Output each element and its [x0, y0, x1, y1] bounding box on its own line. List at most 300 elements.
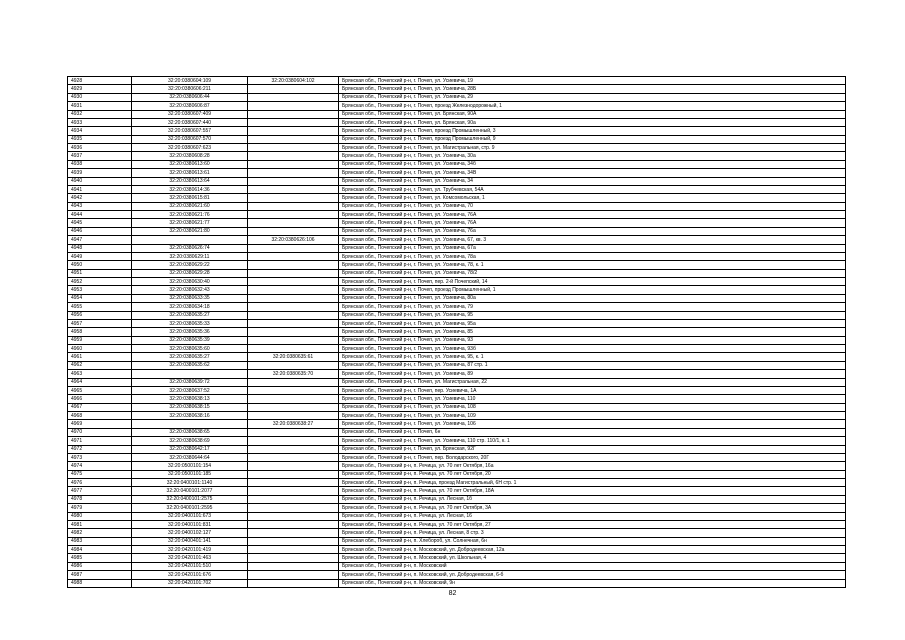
- parent-cadastral-cell: [248, 169, 339, 177]
- parent-cadastral-cell: [248, 571, 339, 579]
- row-number-cell: 4956: [68, 311, 132, 319]
- address-cell: Брянская обл., Почепский р-н, г. Почеп, ул. Усиевича, 29: [339, 93, 846, 101]
- parent-cadastral-cell: [248, 160, 339, 168]
- table-row: [68, 261, 846, 269]
- row-number-cell: 4929: [68, 85, 132, 93]
- cadastral-number-cell: 32:20:0380629:11: [132, 252, 248, 260]
- table-row: [68, 462, 846, 470]
- address-cell: Брянская обл., Почепский р-н, г. Почеп, ул. Усиевича, 78а: [339, 252, 846, 260]
- address-cell: Брянская обл., Почепский р-н, г. Почеп, ул. Усиевича, 106: [339, 420, 846, 428]
- address-cell: Брянская обл., Почепский р-н, г. Почеп, проезд Железнодорожный, 1: [339, 102, 846, 110]
- parent-cadastral-cell: [248, 378, 339, 386]
- row-number-cell: 4928: [68, 77, 132, 85]
- parent-cadastral-cell: [248, 269, 339, 277]
- row-number-cell: 4974: [68, 462, 132, 470]
- address-cell: Брянская обл., Почепский р-н, п. Московский, ул. Добродеевская, 6-б: [339, 571, 846, 579]
- parent-cadastral-cell: 32:20:0380604:102: [248, 77, 339, 85]
- row-number-cell: 4960: [68, 345, 132, 353]
- address-cell: Брянская обл., Почепский р-н, г. Почеп, ул. Усиевича, 95, к. 1: [339, 353, 846, 361]
- row-number-cell: 4942: [68, 194, 132, 202]
- table-row: [68, 571, 846, 579]
- parent-cadastral-cell: [248, 185, 339, 193]
- cadastral-number-cell: 32:20:0380630:40: [132, 278, 248, 286]
- address-cell: Брянская обл., Почепский р-н, п. Московский: [339, 562, 846, 570]
- table-row: [68, 487, 846, 495]
- table-row: [68, 294, 846, 302]
- table-row: [68, 227, 846, 235]
- address-cell: Брянская обл., Почепский р-н, г. Почеп, ул. Брянская, 90а: [339, 118, 846, 126]
- row-number-cell: 4961: [68, 353, 132, 361]
- cadastral-number-cell: 32:20:0380621:77: [132, 219, 248, 227]
- cadastral-number-cell: 32:20:0380607:440: [132, 118, 248, 126]
- table-row: [68, 445, 846, 453]
- address-cell: Брянская обл., Почепский р-н, п. Речица, ул. 70 лет Октября, 16а: [339, 462, 846, 470]
- parent-cadastral-cell: [248, 219, 339, 227]
- address-cell: Брянская обл., Почепский р-н, г. Почеп, ул. Усиевича, 78, к. 1: [339, 261, 846, 269]
- parent-cadastral-cell: [248, 445, 339, 453]
- table-row: [68, 135, 846, 143]
- table-row: [68, 529, 846, 537]
- address-cell: Брянская обл., Почепский р-н, г. Почеп, ул. Трубчевская, 54А: [339, 185, 846, 193]
- cadastral-number-cell: 32:20:0420101:702: [132, 579, 248, 587]
- cadastral-number-cell: 32:20:0380644:64: [132, 453, 248, 461]
- row-number-cell: 4987: [68, 571, 132, 579]
- cadastral-number-cell: 32:20:0380635:27: [132, 353, 248, 361]
- table-row: [68, 185, 846, 193]
- row-number-cell: 4951: [68, 269, 132, 277]
- table-row: [68, 127, 846, 135]
- table-row: [68, 579, 846, 587]
- row-number-cell: 4953: [68, 286, 132, 294]
- table-row: [68, 269, 846, 277]
- row-number-cell: 4972: [68, 445, 132, 453]
- row-number-cell: 4931: [68, 102, 132, 110]
- row-number-cell: 4969: [68, 420, 132, 428]
- parent-cadastral-cell: [248, 412, 339, 420]
- address-cell: Брянская обл., Почепский р-н, г. Почеп, пер. Усиевича, 1А: [339, 386, 846, 394]
- parent-cadastral-cell: [248, 252, 339, 260]
- parent-cadastral-cell: [248, 278, 339, 286]
- cadastral-number-cell: 32:20:0400101:2595: [132, 504, 248, 512]
- table-row: [68, 420, 846, 428]
- row-number-cell: 4981: [68, 520, 132, 528]
- address-cell: Брянская обл., Почепский р-н, г. Почеп, ул. Усиевича, 34: [339, 177, 846, 185]
- address-cell: Брянская обл., Почепский р-н, г. Почеп, ул. Усиевича, 93б: [339, 345, 846, 353]
- cadastral-number-cell: 32:20:0400401:141: [132, 537, 248, 545]
- row-number-cell: 4945: [68, 219, 132, 227]
- parent-cadastral-cell: [248, 319, 339, 327]
- row-number-cell: 4957: [68, 319, 132, 327]
- row-number-cell: 4940: [68, 177, 132, 185]
- cadastral-number-cell: 32:20:0380604:109: [132, 77, 248, 85]
- table-row: [68, 470, 846, 478]
- table-row: [68, 386, 846, 394]
- parent-cadastral-cell: [248, 546, 339, 554]
- address-cell: Брянская обл., Почепский р-н, г. Почеп, ул. Усиевича, 67а: [339, 244, 846, 252]
- cadastral-number-cell: 32:20:0380621:80: [132, 227, 248, 235]
- address-cell: Брянская обл., Почепский р-н, п. Речица, ул. 70 лет Октября, 3А: [339, 504, 846, 512]
- parent-cadastral-cell: [248, 487, 339, 495]
- parent-cadastral-cell: [248, 395, 339, 403]
- cadastral-number-cell: [132, 236, 248, 244]
- parent-cadastral-cell: [248, 227, 339, 235]
- table-row: [68, 395, 846, 403]
- table-row: [68, 370, 846, 378]
- cadastral-number-cell: 32:20:0380638:13: [132, 395, 248, 403]
- cadastral-number-cell: 32:20:0420101:419: [132, 546, 248, 554]
- parent-cadastral-cell: [248, 520, 339, 528]
- table-row: [68, 504, 846, 512]
- row-number-cell: 4946: [68, 227, 132, 235]
- address-cell: Брянская обл., Почепский р-н, г. Почеп, ул. Усиевича, 108: [339, 403, 846, 411]
- table-row: [68, 378, 846, 386]
- table-row: [68, 361, 846, 369]
- cadastral-number-cell: 32:20:0380638:69: [132, 437, 248, 445]
- parent-cadastral-cell: [248, 85, 339, 93]
- address-cell: Брянская обл., Почепский р-н, г. Почеп, ул. Усиевича, 67, кв. 3: [339, 236, 846, 244]
- row-number-cell: 4955: [68, 303, 132, 311]
- parent-cadastral-cell: [248, 261, 339, 269]
- page-number: 82: [448, 590, 457, 597]
- table-row: [68, 311, 846, 319]
- cadastral-number-cell: 32:20:0500101:154: [132, 462, 248, 470]
- row-number-cell: 4959: [68, 336, 132, 344]
- cadastral-number-cell: 32:20:0380613:64: [132, 177, 248, 185]
- table-row: [68, 102, 846, 110]
- cadastral-number-cell: 32:20:0380638:16: [132, 412, 248, 420]
- cadastral-number-cell: 32:20:0420101:676: [132, 571, 248, 579]
- cadastral-number-cell: 32:20:0400101:2575: [132, 495, 248, 503]
- parent-cadastral-cell: 32:20:0380638:27: [248, 420, 339, 428]
- cadastral-number-cell: 32:20:0380635:60: [132, 345, 248, 353]
- row-number-cell: 4980: [68, 512, 132, 520]
- parent-cadastral-cell: [248, 453, 339, 461]
- parent-cadastral-cell: [248, 579, 339, 587]
- cadastral-number-cell: 32:20:0380621:60: [132, 202, 248, 210]
- cadastral-number-cell: 32:20:0380633:35: [132, 294, 248, 302]
- table-row: [68, 144, 846, 152]
- table-row: [68, 219, 846, 227]
- row-number-cell: 4958: [68, 328, 132, 336]
- address-cell: Брянская обл., Почепский р-н, г. Почеп, ул. Усиевича, 79: [339, 303, 846, 311]
- table-row: [68, 202, 846, 210]
- cadastral-number-cell: 32:20:0400101:2077: [132, 487, 248, 495]
- address-cell: Брянская обл., Почепский р-н, г. Почеп, ул. Усиевича, 85: [339, 328, 846, 336]
- parent-cadastral-cell: [248, 202, 339, 210]
- cadastral-number-cell: 32:20:0400101:831: [132, 520, 248, 528]
- row-number-cell: 4962: [68, 361, 132, 369]
- row-number-cell: 4937: [68, 152, 132, 160]
- row-number-cell: 4985: [68, 554, 132, 562]
- parent-cadastral-cell: 32:20:0380635:70: [248, 370, 339, 378]
- address-cell: Брянская обл., Почепский р-н, г. Почеп, пер. 2-й Почепский, 14: [339, 278, 846, 286]
- row-number-cell: 4944: [68, 211, 132, 219]
- parent-cadastral-cell: [248, 102, 339, 110]
- parent-cadastral-cell: [248, 311, 339, 319]
- cadastral-number-cell: 32:20:0380635:27: [132, 311, 248, 319]
- address-cell: Брянская обл., Почепский р-н, г. Почеп, проезд Промышленный, 3: [339, 127, 846, 135]
- parent-cadastral-cell: [248, 437, 339, 445]
- parent-cadastral-cell: [248, 194, 339, 202]
- table-row: [68, 169, 846, 177]
- cadastral-number-cell: 32:20:0420101:510: [132, 562, 248, 570]
- row-number-cell: 4933: [68, 118, 132, 126]
- address-cell: Брянская обл., Почепский р-н, г. Почеп, ул. Усиевича, 34б: [339, 160, 846, 168]
- row-number-cell: 4971: [68, 437, 132, 445]
- table-row: [68, 520, 846, 528]
- row-number-cell: 4963: [68, 370, 132, 378]
- address-cell: Брянская обл., Почепский р-н, г. Почеп, ул. Усиевича, 89: [339, 370, 846, 378]
- address-cell: Брянская обл., Почепский р-н, п. Речица, ул. 70 лет Октября, 20: [339, 470, 846, 478]
- cadastral-number-cell: [132, 420, 248, 428]
- table-row: [68, 328, 846, 336]
- table-row: [68, 236, 846, 244]
- table-row: [68, 152, 846, 160]
- cadastral-number-cell: 32:20:0380629:22: [132, 261, 248, 269]
- row-number-cell: 4965: [68, 386, 132, 394]
- address-cell: Брянская обл., Почепский р-н, г. Почеп, ул. Брянская, 92Г: [339, 445, 846, 453]
- cadastral-number-cell: 32:20:0400101:1140: [132, 479, 248, 487]
- parent-cadastral-cell: 32:20:0380635:61: [248, 353, 339, 361]
- cadastral-number-cell: 32:20:0380639:72: [132, 378, 248, 386]
- address-cell: Брянская обл., Почепский р-н, п. Московский, ул. Школьная, 4: [339, 554, 846, 562]
- table-row: [68, 353, 846, 361]
- cadastral-number-cell: 32:20:0380638:65: [132, 428, 248, 436]
- address-cell: Брянская обл., Почепский р-н, г. Почеп, ул. Усиевича, 28Б: [339, 85, 846, 93]
- table-row: [68, 537, 846, 545]
- parent-cadastral-cell: [248, 428, 339, 436]
- cadastral-number-cell: 32:20:0380608:28: [132, 152, 248, 160]
- cadastral-number-cell: 32:20:0380638:15: [132, 403, 248, 411]
- address-cell: Брянская обл., Почепский р-н, г. Почеп, проезд Промышленный, 9: [339, 135, 846, 143]
- row-number-cell: 4964: [68, 378, 132, 386]
- table-row: [68, 546, 846, 554]
- address-cell: Брянская обл., Почепский р-н, г. Почеп, пер. Володарского, 20Г: [339, 453, 846, 461]
- parent-cadastral-cell: [248, 345, 339, 353]
- cadastral-number-cell: 32:20:0380634:18: [132, 303, 248, 311]
- table-row: [68, 437, 846, 445]
- cadastral-number-cell: 32:20:0380635:33: [132, 319, 248, 327]
- row-number-cell: 4949: [68, 252, 132, 260]
- row-number-cell: 4954: [68, 294, 132, 302]
- table-row: [68, 554, 846, 562]
- address-cell: Брянская обл., Почепский р-н, г. Почеп, ул. Брянская, 90А: [339, 110, 846, 118]
- address-cell: Брянская обл., Почепский р-н, г. Почеп, ул. Усиевича, 109: [339, 412, 846, 420]
- address-cell: Брянская обл., Почепский р-н, п. Речица, ул. Лесная, 8 стр. 3: [339, 529, 846, 537]
- parent-cadastral-cell: [248, 403, 339, 411]
- address-cell: Брянская обл., Почепский р-н, п. Речица, ул. Лесная, 16: [339, 512, 846, 520]
- cadastral-number-cell: 32:20:0500101:185: [132, 470, 248, 478]
- address-cell: Брянская обл., Почепский р-н, п. Речица, ул. 70 лет Октября, 27: [339, 520, 846, 528]
- table-row: [68, 495, 846, 503]
- table-row: [68, 244, 846, 252]
- parent-cadastral-cell: [248, 127, 339, 135]
- parent-cadastral-cell: [248, 529, 339, 537]
- row-number-cell: 4978: [68, 495, 132, 503]
- address-cell: Брянская обл., Почепский р-н, п. Речица, ул. Лесная, 1б: [339, 495, 846, 503]
- address-cell: Брянская обл., Почепский р-н, г. Почеп, ул. Усиевича, 95: [339, 311, 846, 319]
- parent-cadastral-cell: [248, 386, 339, 394]
- cadastral-number-cell: [132, 370, 248, 378]
- table-row: [68, 160, 846, 168]
- parent-cadastral-cell: [248, 537, 339, 545]
- table-row: [68, 278, 846, 286]
- cadastral-table: [67, 76, 846, 588]
- parent-cadastral-cell: [248, 479, 339, 487]
- address-cell: Брянская обл., Почепский р-н, г. Почеп, ул. Усиевича, 110 стр. 110/1, к. 1: [339, 437, 846, 445]
- row-number-cell: 4979: [68, 504, 132, 512]
- address-cell: Брянская обл., Почепский р-н, г. Почеп, ул. Магистральная, стр. 9: [339, 144, 846, 152]
- parent-cadastral-cell: [248, 504, 339, 512]
- parent-cadastral-cell: [248, 211, 339, 219]
- row-number-cell: 4939: [68, 169, 132, 177]
- row-number-cell: 4935: [68, 135, 132, 143]
- row-number-cell: 4947: [68, 236, 132, 244]
- row-number-cell: 4934: [68, 127, 132, 135]
- cadastral-number-cell: 32:20:0380637:52: [132, 386, 248, 394]
- table-row: [68, 286, 846, 294]
- parent-cadastral-cell: [248, 328, 339, 336]
- row-number-cell: 4938: [68, 160, 132, 168]
- cadastral-number-cell: 32:20:0380614:36: [132, 185, 248, 193]
- parent-cadastral-cell: [248, 135, 339, 143]
- row-number-cell: 4966: [68, 395, 132, 403]
- address-cell: Брянская обл., Почепский р-н, г. Почеп, ул. Усиевича, 110: [339, 395, 846, 403]
- cadastral-number-cell: 32:20:0380606:44: [132, 93, 248, 101]
- row-number-cell: 4984: [68, 546, 132, 554]
- address-cell: Брянская обл., Почепский р-н, г. Почеп, 6н: [339, 428, 846, 436]
- address-cell: Брянская обл., Почепский р-н, г. Почеп, ул. Усиевича, 76А: [339, 219, 846, 227]
- row-number-cell: 4970: [68, 428, 132, 436]
- cadastral-number-cell: 32:20:0380635:39: [132, 336, 248, 344]
- cadastral-number-cell: 32:20:0380635:36: [132, 328, 248, 336]
- row-number-cell: 4986: [68, 562, 132, 570]
- row-number-cell: 4976: [68, 479, 132, 487]
- row-number-cell: 4968: [68, 412, 132, 420]
- table-body: [68, 77, 846, 588]
- row-number-cell: 4936: [68, 144, 132, 152]
- row-number-cell: 4988: [68, 579, 132, 587]
- cadastral-number-cell: 32:20:0380606:211: [132, 85, 248, 93]
- table-row: [68, 403, 846, 411]
- table-row: [68, 85, 846, 93]
- table-row: [68, 77, 846, 85]
- address-cell: Брянская обл., Почепский р-н, г. Почеп, ул. Усиевича, 76А: [339, 211, 846, 219]
- table-row: [68, 194, 846, 202]
- parent-cadastral-cell: [248, 470, 339, 478]
- cadastral-number-cell: 32:20:0380613:61: [132, 169, 248, 177]
- cadastral-number-cell: 32:20:0380607:623: [132, 144, 248, 152]
- cadastral-number-cell: 32:20:0380626:74: [132, 244, 248, 252]
- row-number-cell: 4950: [68, 261, 132, 269]
- cadastral-number-cell: 32:20:0400101:673: [132, 512, 248, 520]
- row-number-cell: 4983: [68, 537, 132, 545]
- table-row: [68, 562, 846, 570]
- cadastral-number-cell: 32:20:0380607:409: [132, 110, 248, 118]
- address-cell: Брянская обл., Почепский р-н, г. Почеп, ул. Усиевича, 80а: [339, 294, 846, 302]
- table-row: [68, 118, 846, 126]
- parent-cadastral-cell: [248, 244, 339, 252]
- cadastral-number-cell: 32:20:0420101:463: [132, 554, 248, 562]
- cadastral-number-cell: 32:20:0380629:28: [132, 269, 248, 277]
- address-cell: Брянская обл., Почепский р-н, г. Почеп, ул. Усиевича, 70: [339, 202, 846, 210]
- row-number-cell: 4943: [68, 202, 132, 210]
- table-row: [68, 110, 846, 118]
- row-number-cell: 4977: [68, 487, 132, 495]
- address-cell: Брянская обл., Почепский р-н, г. Почеп, ул. Усиевича, 95а: [339, 319, 846, 327]
- parent-cadastral-cell: [248, 110, 339, 118]
- table-row: [68, 336, 846, 344]
- table-row: [68, 428, 846, 436]
- cadastral-number-cell: 32:20:0400102:127: [132, 529, 248, 537]
- cadastral-number-cell: 32:20:0380621:76: [132, 211, 248, 219]
- cadastral-number-cell: 32:20:0380607:570: [132, 135, 248, 143]
- table-row: [68, 177, 846, 185]
- address-cell: Брянская обл., Почепский р-н, г. Почеп, ул. Комсомольская, 1: [339, 194, 846, 202]
- address-cell: Брянская обл., Почепский р-н, п. Московский, ул. Добродеевская, 12а: [339, 546, 846, 554]
- address-cell: Брянская обл., Почепский р-н, г. Почеп, ул. Усиевича, 30а: [339, 152, 846, 160]
- cadastral-number-cell: 32:20:0380632:43: [132, 286, 248, 294]
- parent-cadastral-cell: [248, 554, 339, 562]
- row-number-cell: 4948: [68, 244, 132, 252]
- address-cell: Брянская обл., Почепский р-н, г. Почеп, ул. Магистральная, 22: [339, 378, 846, 386]
- row-number-cell: 4941: [68, 185, 132, 193]
- parent-cadastral-cell: [248, 286, 339, 294]
- parent-cadastral-cell: [248, 152, 339, 160]
- table-row: [68, 211, 846, 219]
- table-row: [68, 453, 846, 461]
- parent-cadastral-cell: [248, 118, 339, 126]
- parent-cadastral-cell: 32:20:0380626:106: [248, 236, 339, 244]
- row-number-cell: 4975: [68, 470, 132, 478]
- parent-cadastral-cell: [248, 462, 339, 470]
- parent-cadastral-cell: [248, 495, 339, 503]
- parent-cadastral-cell: [248, 361, 339, 369]
- cadastral-number-cell: 32:20:0380642:17: [132, 445, 248, 453]
- table-row: [68, 412, 846, 420]
- parent-cadastral-cell: [248, 336, 339, 344]
- address-cell: Брянская обл., Почепский р-н, г. Почеп, ул. Усиевича, 76а: [339, 227, 846, 235]
- row-number-cell: 4967: [68, 403, 132, 411]
- parent-cadastral-cell: [248, 177, 339, 185]
- address-cell: Брянская обл., Почепский р-н, п. Хлебороб, ул. Солнечная, 6н: [339, 537, 846, 545]
- table-row: [68, 252, 846, 260]
- table-row: [68, 303, 846, 311]
- address-cell: Брянская обл., Почепский р-н, п. Московский, 9н: [339, 579, 846, 587]
- cadastral-number-cell: 32:20:0380615:81: [132, 194, 248, 202]
- row-number-cell: 4973: [68, 453, 132, 461]
- address-cell: Брянская обл., Почепский р-н, п. Речица, ул. 70 лет Октября, 18А: [339, 487, 846, 495]
- address-cell: Брянская обл., Почепский р-н, г. Почеп, ул. Усиевича, 87 стр. 1: [339, 361, 846, 369]
- row-number-cell: 4932: [68, 110, 132, 118]
- parent-cadastral-cell: [248, 144, 339, 152]
- cadastral-number-cell: 32:20:0380606:87: [132, 102, 248, 110]
- row-number-cell: 4930: [68, 93, 132, 101]
- address-cell: Брянская обл., Почепский р-н, г. Почеп, ул. Усиевича, 19: [339, 77, 846, 85]
- row-number-cell: 4982: [68, 529, 132, 537]
- table-row: [68, 319, 846, 327]
- parent-cadastral-cell: [248, 93, 339, 101]
- cadastral-number-cell: 32:20:0380613:60: [132, 160, 248, 168]
- table-row: [68, 345, 846, 353]
- address-cell: Брянская обл., Почепский р-н, г. Почеп, ул. Усиевича, 93: [339, 336, 846, 344]
- table-row: [68, 512, 846, 520]
- parent-cadastral-cell: [248, 512, 339, 520]
- parent-cadastral-cell: [248, 303, 339, 311]
- address-cell: Брянская обл., Почепский р-н, г. Почеп, проезд Промышленный, 1: [339, 286, 846, 294]
- address-cell: Брянская обл., Почепский р-н, г. Почеп, ул. Усиевича, 78/2: [339, 269, 846, 277]
- table-row: [68, 479, 846, 487]
